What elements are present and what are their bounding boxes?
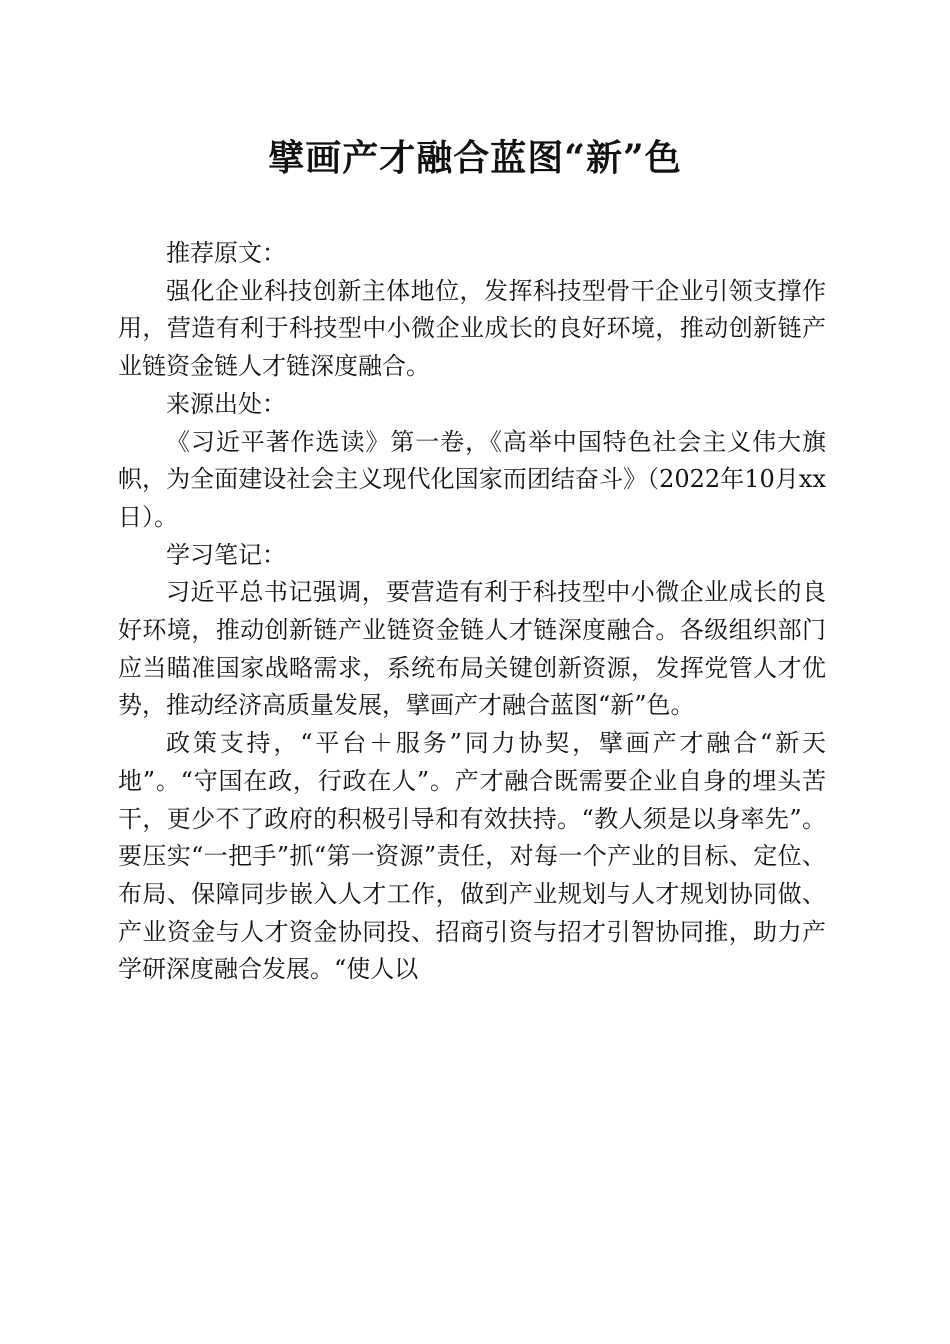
source-label: 来源出处： (166, 389, 286, 418)
document-title: 擘画产才融合蓝图“新”色 (268, 137, 682, 179)
notes-paragraph-1: 习近平总书记强调，要营造有利于科技型中小微企业成长的良好环境，推动创新链产业链资金链人才链深度融合。各级组织部门应当瞄准国家战略需求，系统布局关键创新资源，发挥党管人才优势，推动经济高质量发展，擘画产才融合蓝图“新”色。 (118, 578, 826, 720)
notes-label: 学习笔记： (166, 540, 286, 569)
document-body (118, 235, 826, 989)
notes-paragraph-2: 政策支持，“平台＋服务”同力协契，擘画产才融合“新天地”。“守国在政，行政在人”。产才融合既需要企业自身的埋头苦干，更少不了政府的积极引导和有效扶持。“教人须是以身率先”。要压实“一把手”抓“第一资源”责任，对每一个产业的目标、定位、布局、保障同步嵌入人才工作，做到产业规划与人才规划协同做、产业资金与人才资金协同投、招商引资与招才引智协同推，助力产学研深度融合发展。“使人以 (118, 729, 826, 984)
source-text: 《习近平著作选读》第一卷，《高举中国特色社会主义伟大旗帜，为全面建设社会主义现代化国家而团结奋斗》（2022年10月xx日）。 (118, 427, 826, 531)
recommend-text: 强化企业科技创新主体地位，发挥科技型骨干企业引领支撑作用，营造有利于科技型中小微企业成长的良好环境，推动创新链产业链资金链人才链深度融合。 (118, 276, 826, 381)
recommend-label: 推荐原文： (166, 239, 286, 267)
